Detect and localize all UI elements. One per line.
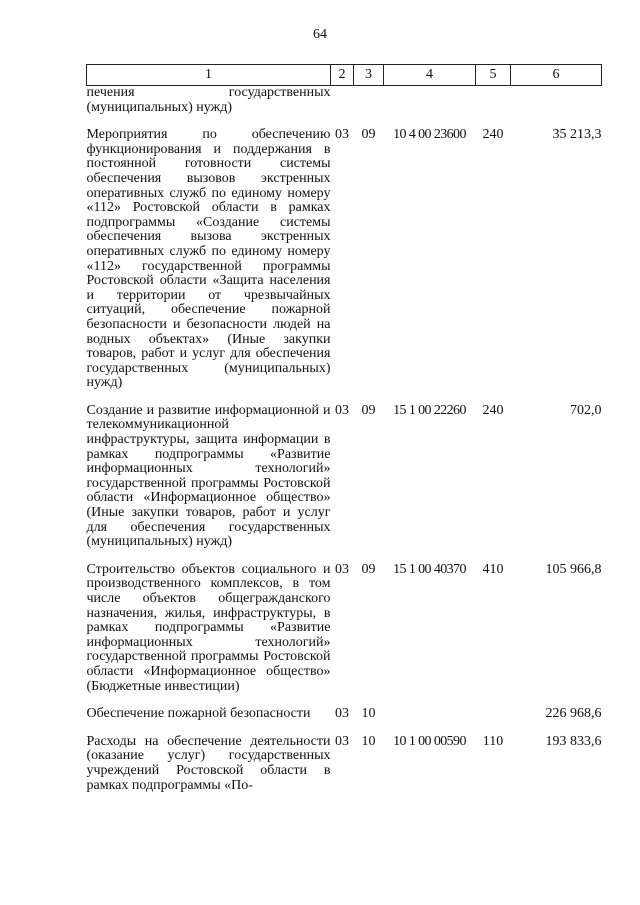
row-section: 03 <box>335 706 349 722</box>
table-row <box>87 128 602 391</box>
row-subsection: 09 <box>361 561 376 577</box>
row-target-code: 15 1 00 22260 <box>393 402 466 418</box>
row-target-code: 10 1 00 00590 <box>393 733 466 749</box>
row-target-code <box>384 86 476 116</box>
row-subsection <box>354 86 384 116</box>
column-header-6: 6 <box>511 65 602 86</box>
row-subsection: 09 <box>361 127 376 143</box>
row-section: 03 <box>335 733 349 749</box>
row-section: 03 <box>335 561 349 577</box>
row-expense-type: 410 <box>482 561 504 577</box>
table-row <box>87 707 602 722</box>
budget-table <box>86 64 602 793</box>
row-expense-type: 110 <box>482 733 504 749</box>
row-subsection: 10 <box>361 733 376 749</box>
column-header-3: 3 <box>354 65 384 86</box>
row-section: 03 <box>335 402 349 418</box>
column-header-4: 4 <box>384 65 476 86</box>
table-row <box>87 735 602 793</box>
page-number: 64 <box>313 27 327 42</box>
table-header-row <box>87 65 602 86</box>
row-description: Обеспечение пожарной безопасности <box>86 706 311 722</box>
column-header-1: 1 <box>87 65 331 86</box>
column-header-2: 2 <box>331 65 354 86</box>
row-target-code <box>384 707 476 722</box>
table-row <box>87 563 602 694</box>
row-amount: 193 833,6 <box>545 733 602 749</box>
row-description: Строительство объектов социального и производственного комплексов, в том числе объектов общегражданского назначения, жилья, инфраструктуры, в рамках подпрограммы «Развитие информационных технологий» государственной программы Ростовской области «Информационное общество» (Бюджетные инвестиции) <box>86 561 331 694</box>
row-target-code: 15 1 00 40370 <box>393 561 466 577</box>
row-section: 03 <box>335 127 349 143</box>
row-description: Создание и развитие информационной и телекоммуникационной инфраструктуры, защита информации в рамках подпрограммы «Развитие информационных технологий» государственной программы Ростовской области «Информационное общество» (Иные закупки товаров, работ и услуг для обеспечения государственных (муниципальных) нужд) <box>86 402 331 550</box>
row-expense-type: 240 <box>482 402 504 418</box>
column-header-5: 5 <box>476 65 511 86</box>
row-description: печения государственных (муниципальных) нужд) <box>86 85 331 115</box>
row-subsection: 09 <box>361 402 376 418</box>
row-amount: 226 968,6 <box>545 706 602 722</box>
row-amount: 702,0 <box>570 402 602 418</box>
row-description: Мероприятия по обеспечению функционирования и поддержания в постоянной готовности системы обеспечения вызовов экстренных оперативных служб по единому номеру «112» Ростовской области в рамках подпрограммы «Создание системы обеспечения вызова экстренных оперативных служб по единому номеру «112» государственной программы Ростовской области «Защита населения и территории от чрезвычайных ситуаций, обеспечение пожарной безопасности и безопасности людей на водных объектах» (Иные закупки товаров, работ и услуг для обеспечения государственных (муниципальных) нужд) <box>86 127 331 391</box>
row-expense-type <box>476 86 511 116</box>
row-amount: 35 213,3 <box>552 127 602 143</box>
row-expense-type: 240 <box>482 127 504 143</box>
row-amount <box>511 86 602 116</box>
table-row <box>87 404 602 550</box>
row-target-code: 10 4 00 23600 <box>393 127 466 143</box>
row-expense-type <box>476 707 511 722</box>
row-section <box>331 86 354 116</box>
row-subsection: 10 <box>361 706 376 722</box>
row-description: Расходы на обеспечение деятельности (оказание услуг) государственных учреждений Ростовской области в рамках подпрограммы «По- <box>86 733 331 793</box>
table-row <box>87 86 602 116</box>
row-amount: 105 966,8 <box>545 561 602 577</box>
